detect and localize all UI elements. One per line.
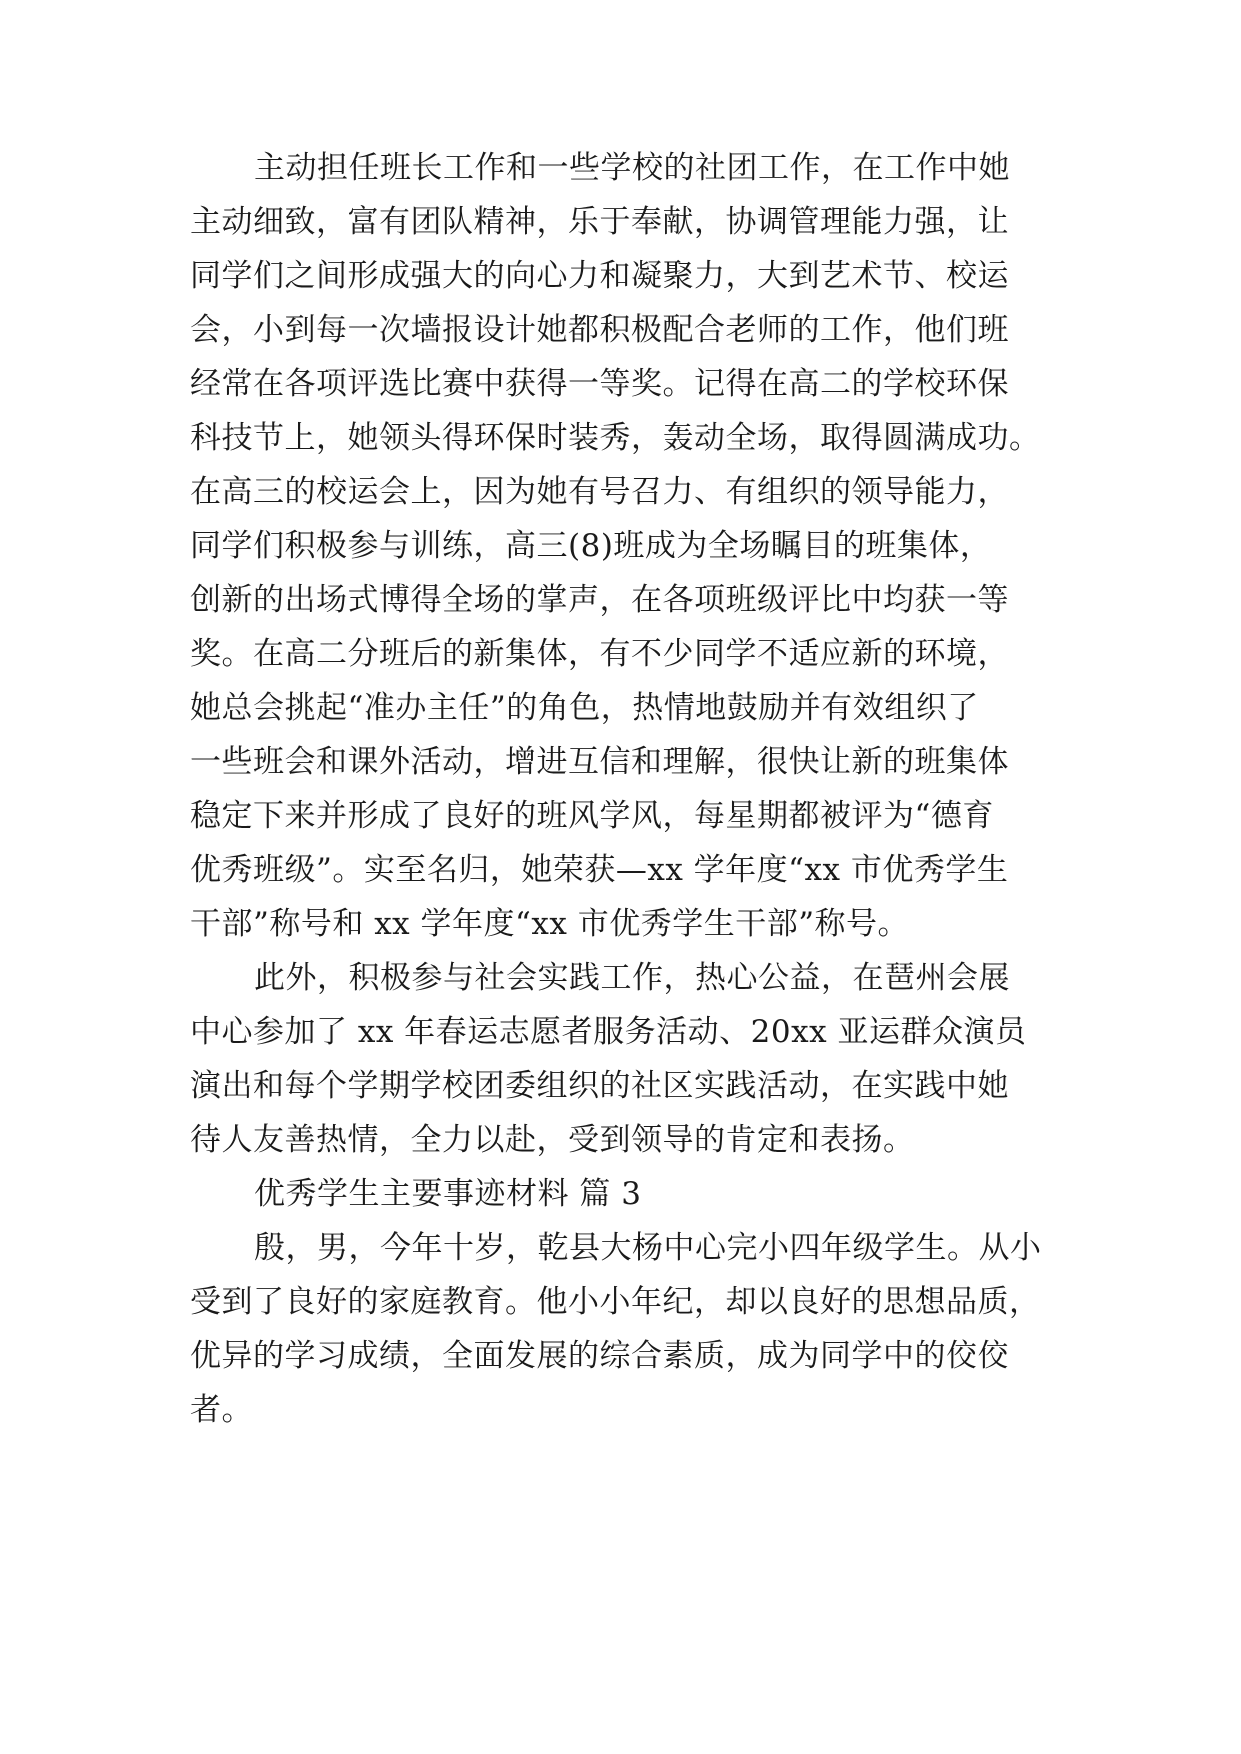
text-line: 奖。在高二分班后的新集体，有不少同学不适应新的环境， [190, 636, 1009, 672]
text-line: 优异的学习成绩，全面发展的综合素质，成为同学中的佼佼 [190, 1338, 1009, 1374]
text-line: 她总会挑起“准办主任”的角色，热情地鼓励并有效组织了 [190, 690, 979, 726]
text-line: 受到了良好的家庭教育。他小小年纪，却以良好的思想品质， [190, 1284, 1041, 1320]
text-line: 演出和每个学期学校团委组织的社区实践活动，在实践中她 [190, 1068, 1009, 1104]
section-heading: 优秀学生主要事迹材料 篇 3 [254, 1176, 642, 1212]
text-line: 主动担任班长工作和一些学校的社团工作，在工作中她 [254, 150, 1010, 186]
text-line: 优秀班级”。实至名归，她荣获—xx 学年度“xx 市优秀学生 [190, 852, 1009, 888]
text-line: 一些班会和课外活动，增进互信和理解，很快让新的班集体 [190, 744, 1009, 780]
text-line: 干部”称号和 xx 学年度“xx 市优秀学生干部”称号。 [190, 906, 910, 942]
text-line: 会，小到每一次墙报设计她都积极配合老师的工作，他们班 [190, 312, 1009, 348]
text-line: 殷，男，今年十岁，乾县大杨中心完小四年级学生。从小 [254, 1230, 1042, 1266]
text-line: 主动细致，富有团队精神，乐于奉献，协调管理能力强，让 [190, 204, 1009, 240]
text-line: 同学们之间形成强大的向心力和凝聚力，大到艺术节、校运 [190, 258, 1009, 294]
text-line: 经常在各项评选比赛中获得一等奖。记得在高二的学校环保 [190, 366, 1009, 402]
text-line: 创新的出场式博得全场的掌声，在各项班级评比中均获一等 [190, 582, 1009, 618]
text-line: 此外，积极参与社会实践工作，热心公益，在琶州会展 [254, 960, 1010, 996]
text-line: 同学们积极参与训练，高三(8)班成为全场瞩目的班集体， [190, 528, 992, 564]
text-line: 科技节上，她领头得环保时装秀，轰动全场，取得圆满成功。 [190, 420, 1041, 456]
text-line: 待人友善热情，全力以赴，受到领导的肯定和表扬。 [190, 1122, 915, 1158]
text-line: 在高三的校运会上，因为她有号召力、有组织的领导能力， [190, 474, 1009, 510]
text-line: 者。 [190, 1392, 253, 1428]
text-line: 中心参加了 xx 年春运志愿者服务活动、20xx 亚运群众演员 [190, 1014, 1027, 1050]
text-line: 稳定下来并形成了良好的班风学风，每星期都被评为“德育 [190, 798, 994, 834]
